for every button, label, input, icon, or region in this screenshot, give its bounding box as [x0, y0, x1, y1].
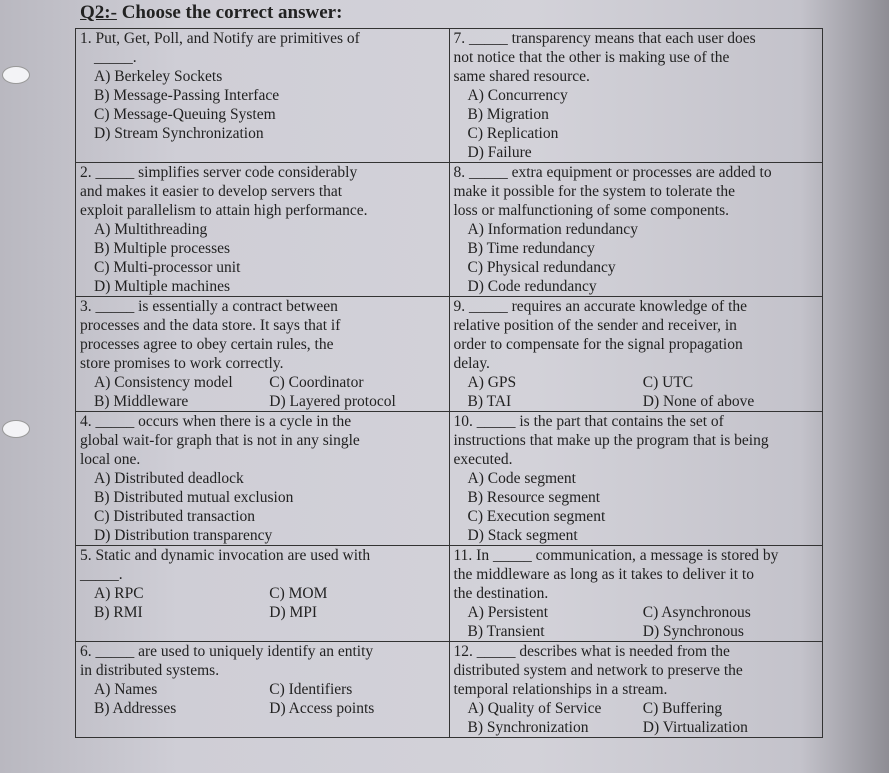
question-text-line: 8. _____ extra equipment or processes are added to: [453, 164, 772, 181]
answer-option: C) Identifiers: [269, 681, 353, 698]
answer-option: C) Replication: [467, 125, 559, 142]
answer-option: A) GPS: [467, 374, 517, 391]
question-text-line: 9. _____ requires an accurate knowledge of the: [453, 298, 748, 315]
question-cell: [76, 642, 450, 738]
question-cell: [76, 29, 450, 163]
answer-option: D) Code redundancy: [467, 278, 597, 295]
answer-option: D) Layered protocol: [269, 393, 396, 410]
question-cell: [449, 546, 823, 642]
answer-option: D) Multiple machines: [94, 278, 231, 295]
question-text-line: same shared resource.: [453, 68, 590, 85]
answer-option: B) Migration: [467, 106, 549, 123]
question-text-line: relative position of the sender and receiver, in: [453, 317, 737, 334]
options-row: [454, 603, 819, 622]
question-text-line: temporal relationships in a stream.: [453, 681, 668, 698]
question-cell: [449, 163, 823, 297]
options-row: [454, 526, 819, 545]
options-row: [80, 526, 445, 545]
question-text-line: 1. Put, Get, Poll, and Notify are primitives of: [80, 30, 360, 47]
answer-option: A) Multithreading: [94, 221, 208, 238]
question-text-line: 6. _____ are used to uniquely identify an entity: [80, 643, 374, 660]
question-cell: [449, 642, 823, 738]
answer-option: C) UTC: [642, 374, 694, 391]
options-row: [80, 373, 445, 392]
question-text-line: instructions that make up the program that is being: [453, 432, 769, 449]
options-row: [80, 239, 445, 258]
options-row: [80, 603, 445, 622]
options-row: [80, 277, 445, 296]
answer-option: C) Buffering: [642, 700, 723, 717]
question-text-line: loss or malfunctioning of some components.: [453, 202, 730, 219]
question-text-line: distributed system and network to preserve the: [453, 662, 743, 679]
options-row: [80, 507, 445, 526]
options-row: [80, 469, 445, 488]
answer-option: B) Distributed mutual exclusion: [94, 489, 294, 506]
question-text-line: processes agree to obey certain rules, the: [80, 336, 334, 353]
question-text-line: _____.: [80, 566, 123, 583]
answer-option: A) Information redundancy: [467, 221, 638, 238]
options-row: [454, 392, 819, 411]
answer-option: D) Stream Synchronization: [94, 125, 264, 142]
options-row: [80, 699, 445, 718]
question-text-line: store promises to work correctly.: [80, 355, 284, 372]
question-text-line: _____.: [94, 49, 137, 66]
options-row: [80, 67, 445, 86]
answer-option: A) Code segment: [467, 470, 576, 487]
question-cell: [76, 163, 450, 297]
question-text-line: the middleware as long as it takes to deliver it to: [453, 566, 754, 583]
answer-option: C) Multi-processor unit: [94, 259, 241, 276]
table-row: [76, 412, 823, 546]
question-cell: [76, 546, 450, 642]
answer-option: B) Synchronization: [467, 719, 589, 736]
options-row: [454, 488, 819, 507]
options-row: [80, 258, 445, 277]
answer-option: B) Message-Passing Interface: [94, 87, 280, 104]
question-cell: [449, 412, 823, 546]
answer-option: A) Names: [94, 681, 158, 698]
punch-hole: [2, 66, 30, 84]
question-text-line: not notice that the other is making use of the: [453, 49, 730, 66]
options-row: [454, 699, 819, 718]
options-row: [454, 507, 819, 526]
question-cell: [449, 29, 823, 163]
question-text-line: global wait-for graph that is not in any single: [80, 432, 360, 449]
question-text-line: 3. _____ is essentially a contract between: [80, 298, 338, 315]
answer-option: C) Distributed transaction: [94, 508, 255, 525]
answer-option: D) Virtualization: [642, 719, 748, 736]
answer-option: C) Asynchronous: [642, 604, 751, 621]
answer-option: D) Distribution transparency: [94, 527, 273, 544]
options-row: [454, 718, 819, 737]
answer-option: B) Multiple processes: [94, 240, 231, 257]
question-text-line: and makes it easier to develop servers that: [80, 183, 343, 200]
options-row: [80, 680, 445, 699]
options-row: [454, 239, 819, 258]
options-row: [80, 105, 445, 124]
options-row: [454, 277, 819, 296]
options-row: [454, 373, 819, 392]
question-text-line: 12. _____ describes what is needed from the: [453, 643, 730, 660]
question-text-line: processes and the data store. It says that if: [80, 317, 341, 334]
question-text-line: in distributed systems.: [80, 662, 220, 679]
answer-option: A) Consistency model: [94, 374, 233, 391]
answer-option: D) Synchronous: [642, 623, 744, 640]
answer-option: D) Failure: [467, 144, 532, 161]
question-text-line: 10. _____ is the part that contains the set of: [453, 413, 724, 430]
question-text-line: 11. In _____ communication, a message is stored by: [453, 547, 779, 564]
table-row: [76, 163, 823, 297]
answer-option: A) Quality of Service: [467, 700, 602, 717]
options-row: [454, 258, 819, 277]
answer-option: D) None of above: [642, 393, 755, 410]
question-text-line: delay.: [453, 355, 490, 372]
answer-option: C) Execution segment: [467, 508, 606, 525]
question-instruction: Choose the correct answer:: [121, 2, 343, 23]
options-row: [454, 143, 819, 162]
options-row: [454, 86, 819, 105]
question-number: Q2:-: [80, 2, 117, 23]
options-row: [80, 488, 445, 507]
punch-hole: [2, 420, 30, 438]
options-row: [454, 105, 819, 124]
answer-option: B) Addresses: [94, 700, 177, 717]
table-row: [76, 29, 823, 163]
options-row: [80, 124, 445, 143]
question-cell: [76, 412, 450, 546]
question-text-line: order to compensate for the signal propagation: [453, 336, 743, 353]
table-row: [76, 642, 823, 738]
question-text-line: 2. _____ simplifies server code considerably: [80, 164, 358, 181]
answer-option: D) Access points: [269, 700, 375, 717]
question-cell: [449, 297, 823, 412]
answer-option: B) Middleware: [94, 393, 189, 410]
answer-option: A) Persistent: [467, 604, 549, 621]
options-row: [454, 220, 819, 239]
answer-option: B) TAI: [467, 393, 512, 410]
answer-option: D) MPI: [269, 604, 318, 621]
answer-option: C) Physical redundancy: [467, 259, 616, 276]
answer-option: A) RPC: [94, 585, 144, 602]
table-row: [76, 297, 823, 412]
answer-option: B) Time redundancy: [467, 240, 595, 257]
question-text-line: executed.: [453, 451, 513, 468]
options-row: [454, 124, 819, 143]
answer-option: B) Transient: [467, 623, 545, 640]
options-row: [80, 392, 445, 411]
table-row: [76, 546, 823, 642]
options-row: [80, 86, 445, 105]
answer-option: C) Message-Queuing System: [94, 106, 276, 123]
answer-option: D) Stack segment: [467, 527, 578, 544]
answer-option: A) Concurrency: [467, 87, 568, 104]
answer-option: B) Resource segment: [467, 489, 601, 506]
options-row: [454, 622, 819, 641]
options-row: [454, 469, 819, 488]
question-text-line: exploit parallelism to attain high performance.: [80, 202, 368, 219]
question-text-line: 5. Static and dynamic invocation are used with: [80, 547, 371, 564]
question-cell: [76, 297, 450, 412]
answer-option: C) MOM: [269, 585, 328, 602]
questions-table: [75, 28, 823, 738]
question-text-line: local one.: [80, 451, 141, 468]
question-text-line: the destination.: [453, 585, 549, 602]
question-heading: [80, 2, 342, 24]
options-row: [80, 220, 445, 239]
options-row: [80, 584, 445, 603]
answer-option: B) RMI: [94, 604, 143, 621]
question-text-line: 4. _____ occurs when there is a cycle in the: [80, 413, 352, 430]
answer-option: A) Distributed deadlock: [94, 470, 244, 487]
answer-option: A) Berkeley Sockets: [94, 68, 223, 85]
question-text-line: 7. _____ transparency means that each user does: [453, 30, 756, 47]
answer-option: C) Coordinator: [269, 374, 364, 391]
question-text-line: make it possible for the system to tolerate the: [453, 183, 736, 200]
